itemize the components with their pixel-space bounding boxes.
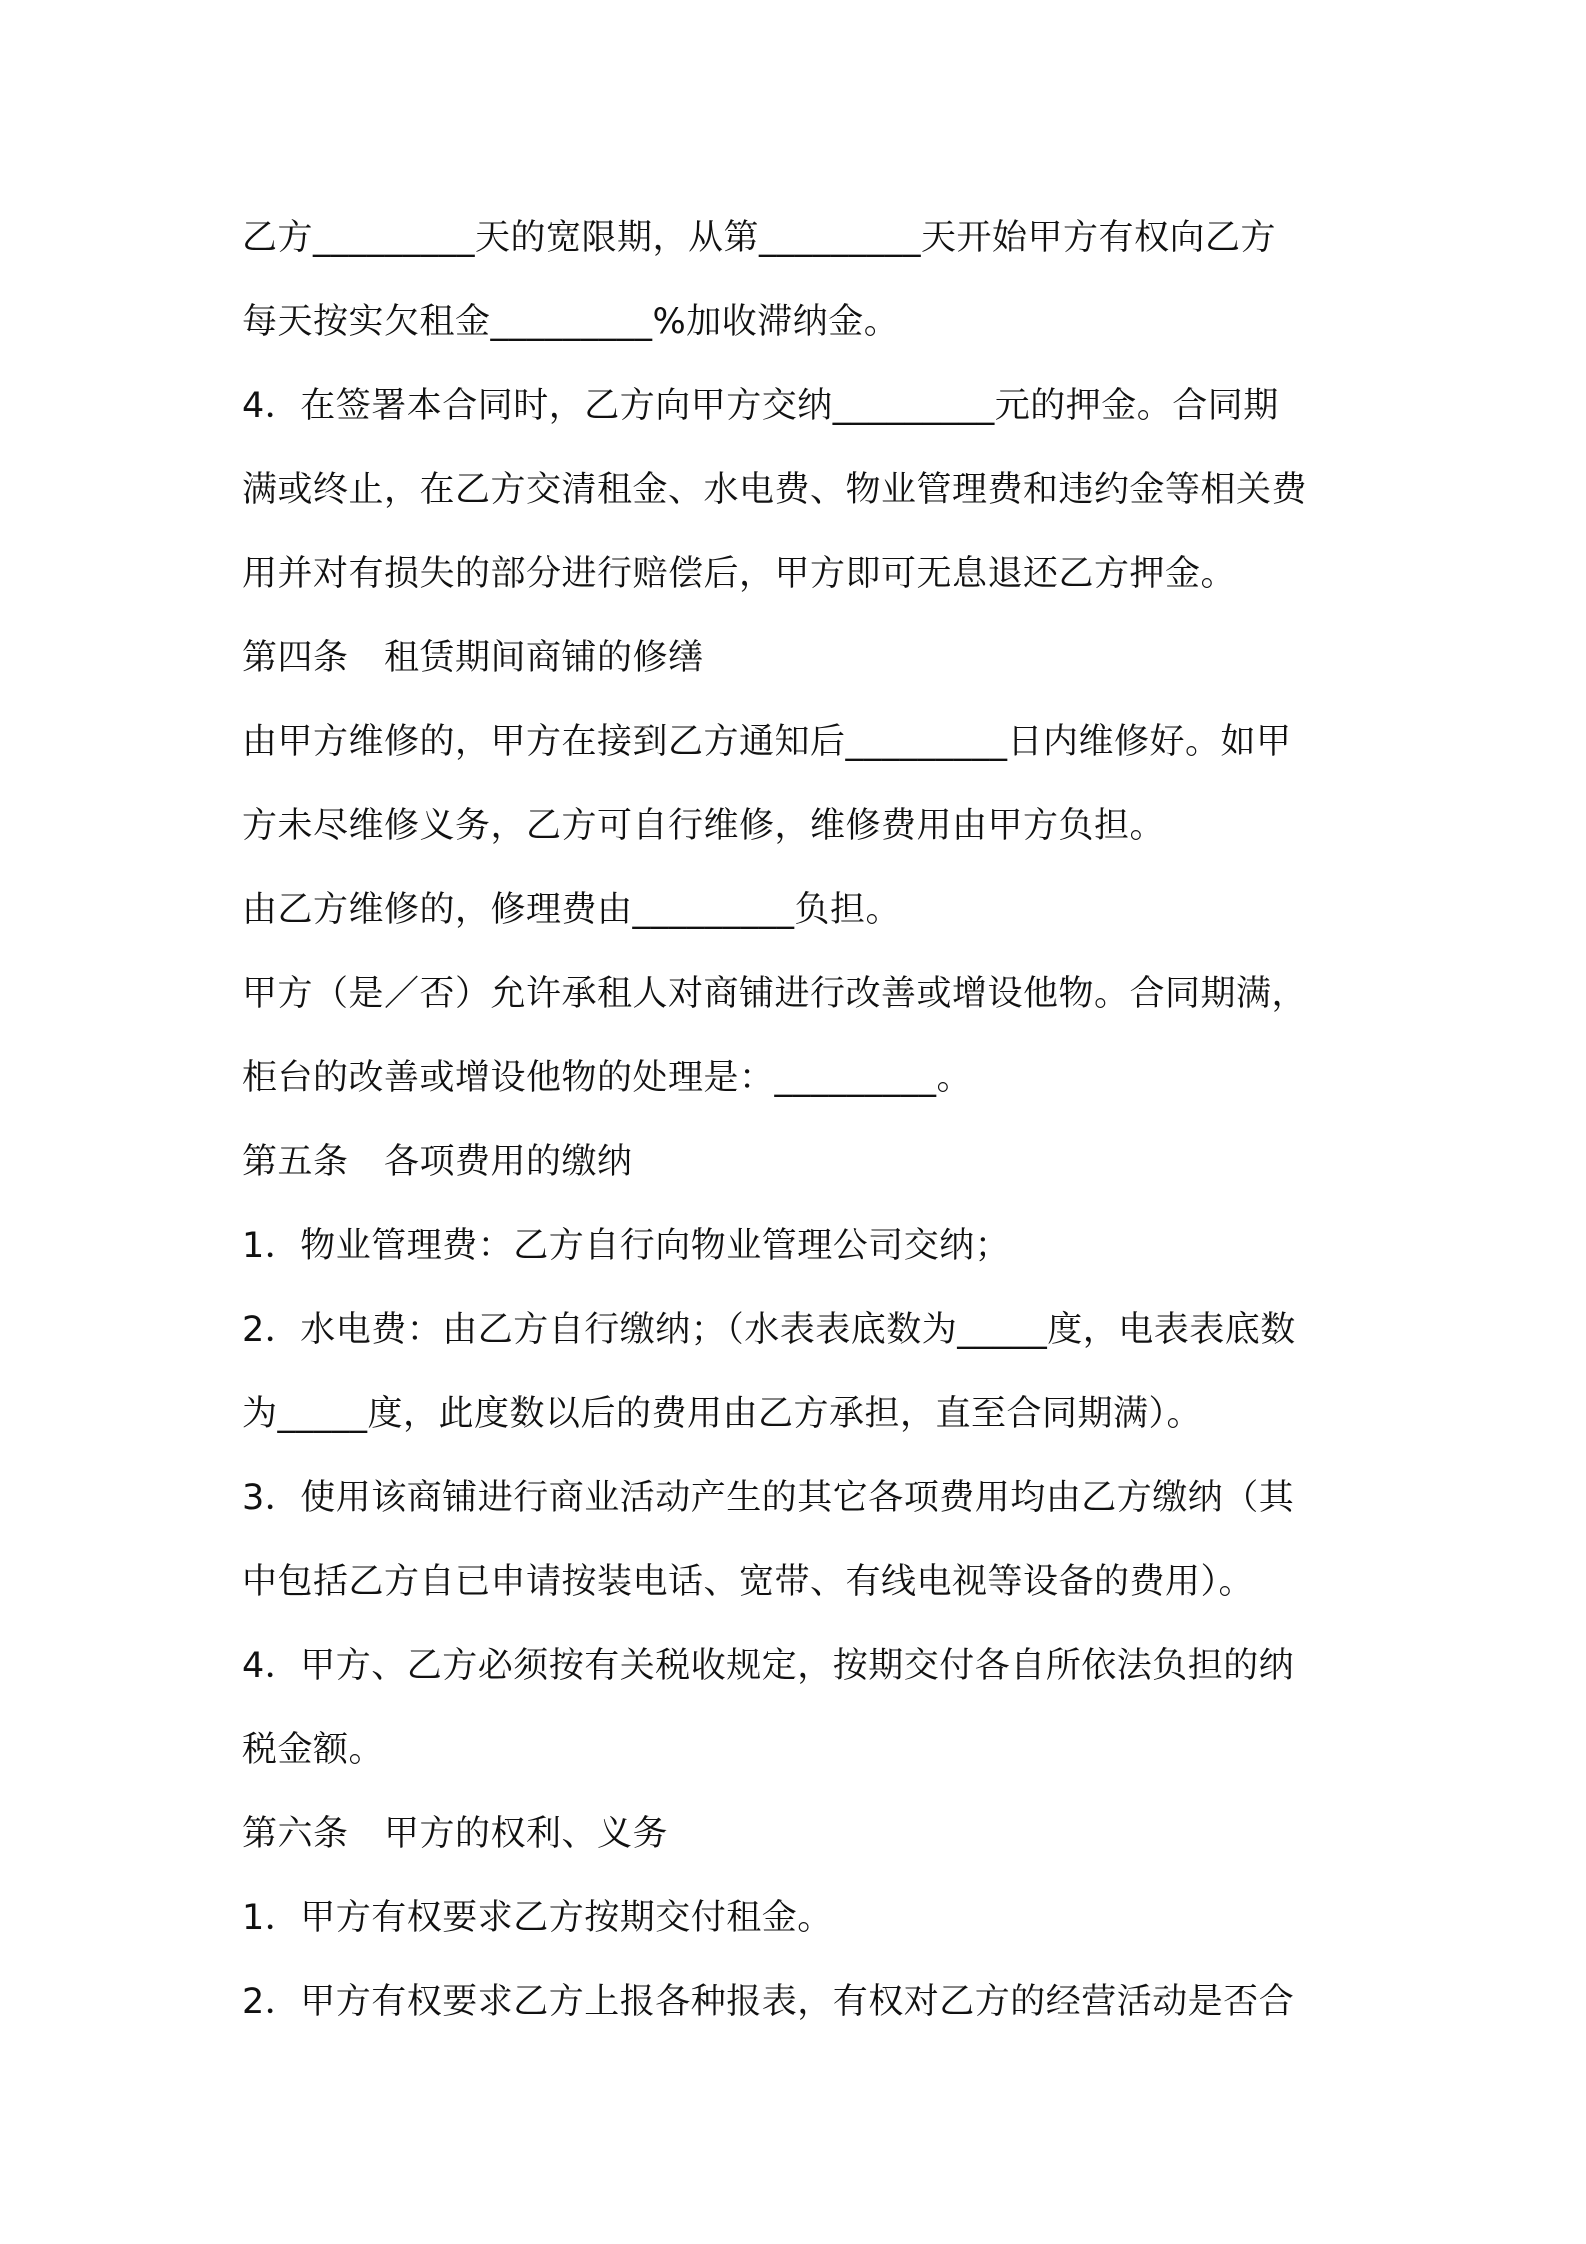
text-line-tenant-repair: 由乙方维修的，修理费由_________负担。 xyxy=(242,890,902,930)
article-heading-6: 第六条 甲方的权利、义务 xyxy=(242,1814,669,1854)
text-line-deposit-return-2: 用并对有损失的部分进行赔偿后，甲方即可无息退还乙方押金。 xyxy=(242,554,1237,594)
text-line-landlord-repair-1: 由甲方维修的，甲方在接到乙方通知后_________日内维修好。如甲 xyxy=(242,722,1292,762)
text-line-property-fee: 1．物业管理费：乙方自行向物业管理公司交纳； xyxy=(242,1226,1011,1266)
text-line-utilities-1: 2．水电费：由乙方自行缴纳；（水表表底数为_____度，电表表底数 xyxy=(242,1310,1296,1350)
text-line-other-fees-1: 3．使用该商铺进行商业活动产生的其它各项费用均由乙方缴纳（其 xyxy=(242,1478,1295,1518)
article-heading-4: 第四条 租赁期间商铺的修缮 xyxy=(242,638,704,678)
text-line-improvements-2: 柜台的改善或增设他物的处理是：_________。 xyxy=(242,1058,973,1098)
text-line-utilities-2: 为_____度，此度数以后的费用由乙方承担，直至合同期满）。 xyxy=(242,1394,1203,1434)
text-line-improvements-1: 甲方（是／否）允许承租人对商铺进行改善或增设他物。合同期满， xyxy=(242,974,1308,1014)
text-line-deposit: 4．在签署本合同时，乙方向甲方交纳_________元的押金。合同期 xyxy=(242,386,1279,426)
text-line-landlord-right-2: 2．甲方有权要求乙方上报各种报表，有权对乙方的经营活动是否合 xyxy=(242,1982,1295,2022)
document-body xyxy=(242,196,1352,2044)
text-line-landlord-right-1: 1．甲方有权要求乙方按期交付租金。 xyxy=(242,1898,833,1938)
text-line-taxes-2: 税金额。 xyxy=(242,1730,385,1770)
text-line-landlord-repair-2: 方未尽维修义务，乙方可自行维修，维修费用由甲方负担。 xyxy=(242,806,1166,846)
article-heading-5: 第五条 各项费用的缴纳 xyxy=(242,1142,633,1182)
text-line-other-fees-2: 中包括乙方自已申请按装电话、宽带、有线电视等设备的费用）。 xyxy=(242,1562,1255,1602)
text-line-taxes-1: 4．甲方、乙方必须按有关税收规定，按期交付各自所依法负担的纳 xyxy=(242,1646,1295,1686)
text-line-deposit-return-1: 满或终止，在乙方交清租金、水电费、物业管理费和违约金等相关费 xyxy=(242,470,1308,510)
text-line-grace-period: 乙方_________天的宽限期，从第_________天开始甲方有权向乙方 xyxy=(242,218,1277,258)
text-line-late-fee: 每天按实欠租金_________%加收滞纳金。 xyxy=(242,302,900,342)
